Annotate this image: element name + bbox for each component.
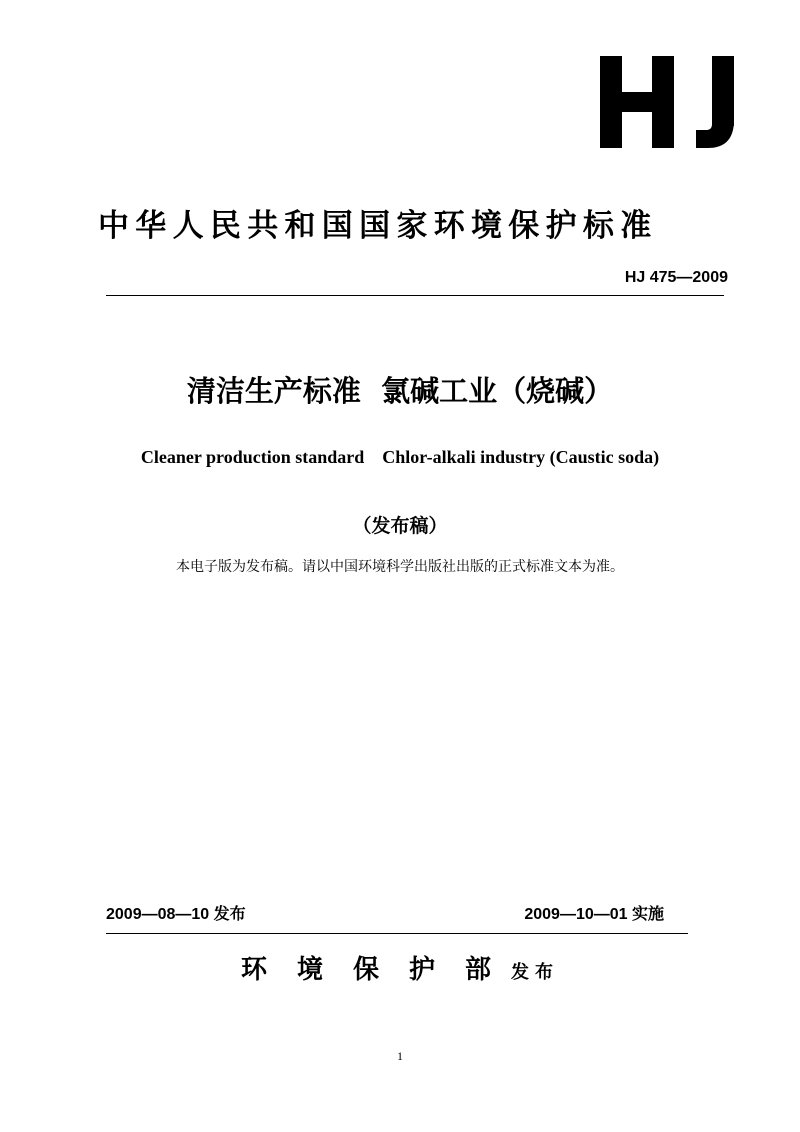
issuer-line: [0, 952, 800, 991]
document-title-english: Cleaner production standard Chlor-alkali industry (Caustic soda): [140, 447, 660, 467]
header-divider: [106, 295, 724, 296]
electronic-version-note: 本电子版为发布稿。请以中国环境科学出版社出版的正式标准文本为准。: [176, 559, 624, 575]
page-number: 1: [397, 1049, 403, 1063]
document-title-chinese: 清洁生产标准 氯碱工业（烧碱）: [186, 374, 614, 408]
release-draft-label: （发布稿）: [352, 515, 448, 537]
hj-logo: [596, 40, 742, 158]
issuer-suffix: 发布: [511, 962, 559, 983]
hj-logo-mark: [596, 40, 742, 158]
footer-divider: [106, 933, 688, 934]
issuer-name: 环境保护部: [240, 955, 521, 985]
standard-number: HJ 475—2009: [624, 269, 728, 286]
implementation-date: 2009—10—01 实施: [524, 906, 664, 923]
issue-date: 2009—08—10 发布: [106, 906, 246, 923]
issuing-authority-title: 中华人民共和国国家环境保护标准: [98, 208, 658, 244]
